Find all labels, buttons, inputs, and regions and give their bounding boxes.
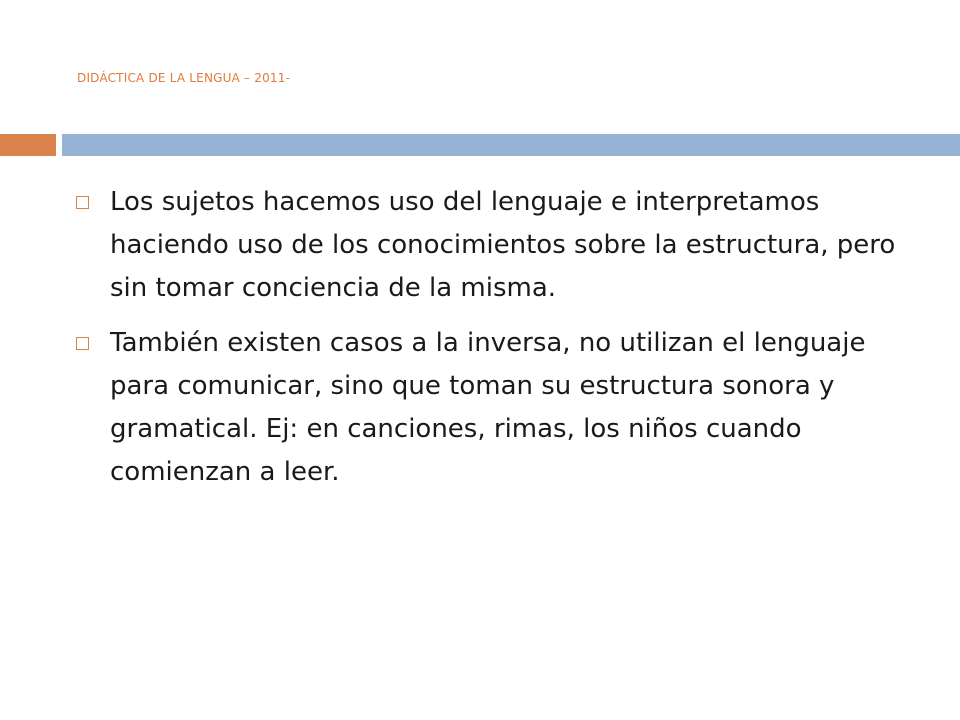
bullet-list [76,181,916,506]
bullet-item [76,322,916,494]
square-bullet-icon [76,337,89,350]
accent-bar-orange [0,134,56,156]
accent-bar-blue [62,134,960,156]
square-bullet-icon [76,196,89,209]
bullet-text: También existen casos a la inversa, no utilizan el lenguaje para comunicar, sino que toman su estructura sonora y gramatical. Ej: en canciones, rimas, los niños cuando comienzan a leer. [110,328,866,487]
slide-title: DIDÁCTICA DE LA LENGUA – 2011- [77,71,291,85]
bullet-text: Los sujetos hacemos uso del lenguaje e interpretamos haciendo uso de los conocimientos sobre la estructura, pero sin tomar conciencia de la misma. [110,187,896,303]
bullet-item [76,181,916,310]
